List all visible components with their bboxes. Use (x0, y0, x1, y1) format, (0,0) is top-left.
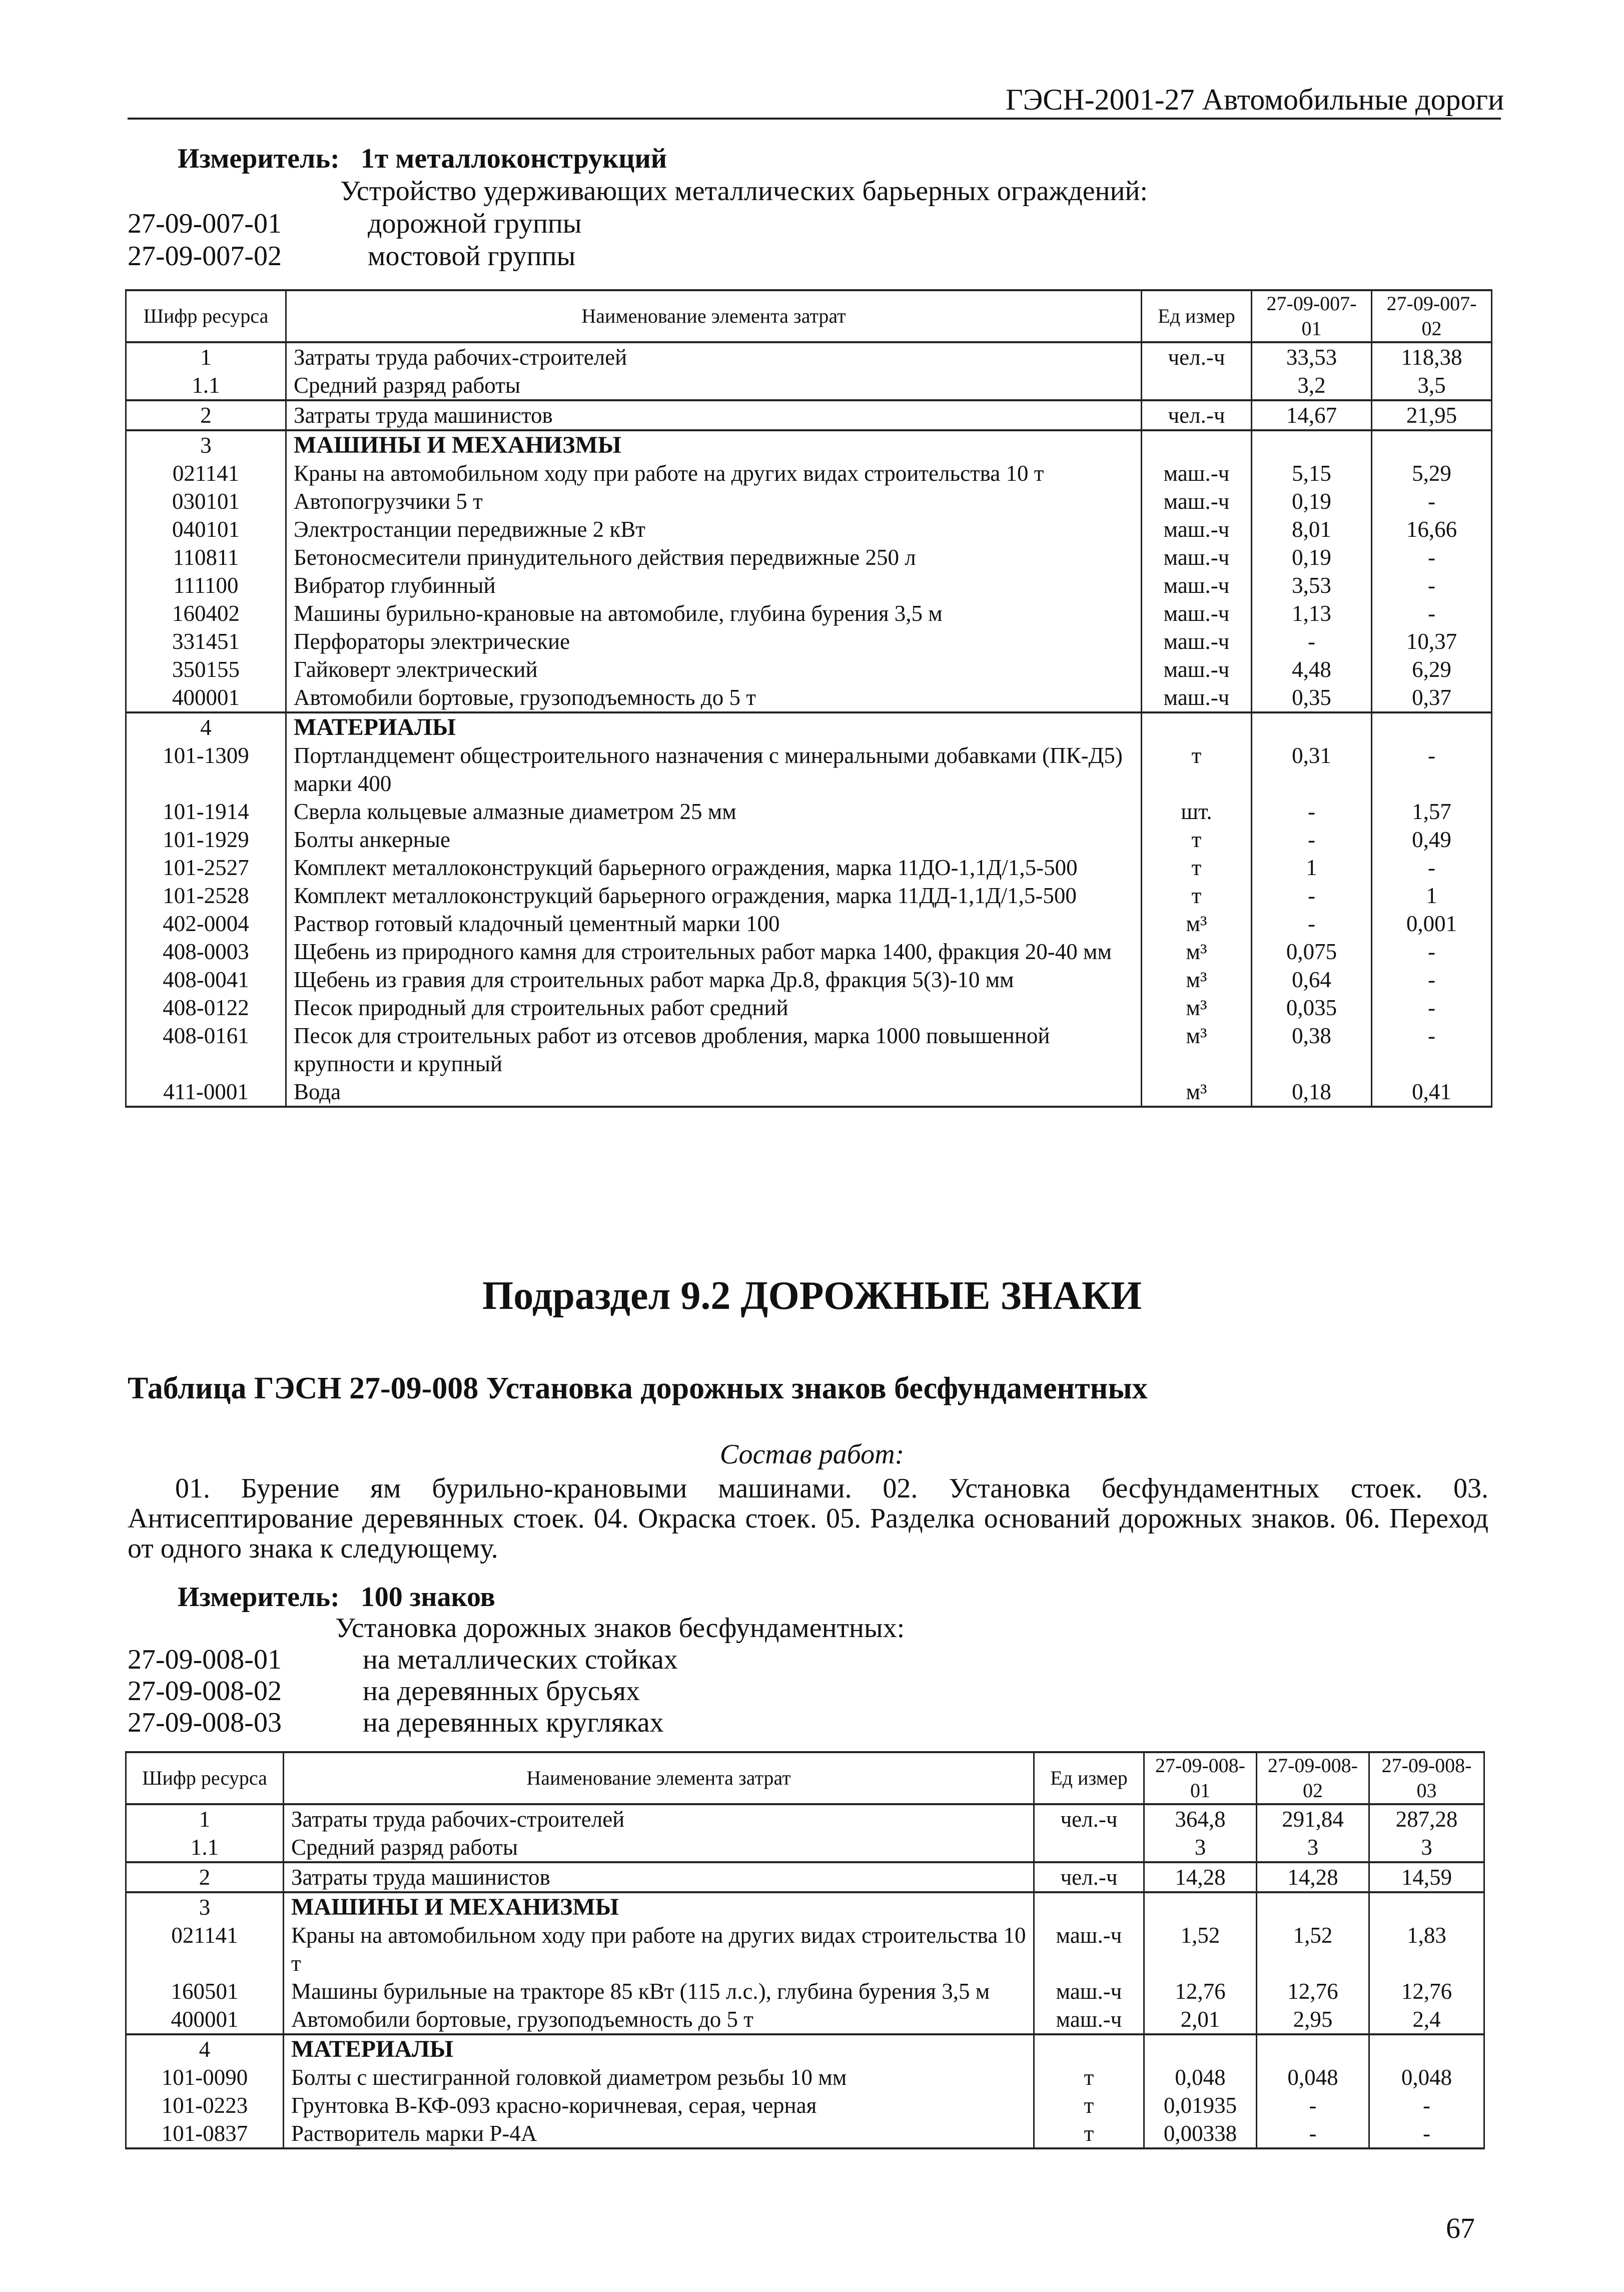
resource-value: 291,84 (1257, 1804, 1369, 1833)
resource-name: Автомобили бортовые, грузоподъемность до 5 т (286, 683, 1142, 712)
resource-name: Вибратор глубинный (286, 571, 1142, 599)
resource-value: - (1372, 487, 1492, 515)
resource-value: 0,01935 (1144, 2091, 1257, 2119)
resource-value: 3 (1257, 1833, 1369, 1862)
resource-value: 0,37 (1372, 683, 1492, 712)
resource-name: Вода (286, 1078, 1142, 1107)
resource-code: 030101 (126, 487, 286, 515)
resource-unit: шт. (1142, 798, 1252, 826)
resource-unit: маш.-ч (1142, 459, 1252, 487)
resource-code: 101-0223 (126, 2091, 284, 2119)
variant-text: на деревянных кругляках (363, 1707, 664, 1738)
measure-1-value: 1т металлоконструкций (360, 143, 667, 174)
table-row (126, 1862, 1484, 1892)
resource-value: 0,035 (1252, 994, 1372, 1022)
table-row (126, 826, 1492, 854)
resource-value: 2,4 (1369, 2005, 1484, 2034)
resource-code: 2 (126, 1862, 284, 1892)
table-row (126, 599, 1492, 627)
resource-name: Средний разряд работы (286, 371, 1142, 400)
resource-name: Растворитель марки Р-4А (284, 2119, 1034, 2148)
table-row (126, 430, 1492, 459)
table-row (126, 459, 1492, 487)
resource-name: Болты анкерные (286, 826, 1142, 854)
page-number: 67 (1446, 2212, 1475, 2244)
resource-unit: маш.-ч (1142, 515, 1252, 543)
table-row (126, 1977, 1484, 2005)
resource-value: 3,2 (1252, 371, 1372, 400)
resource-name: Портландцемент общестроительного назначения с минеральными добавками (ПК-Д5) марки 400 (286, 741, 1142, 798)
table-row (126, 966, 1492, 994)
resource-value: 0,31 (1252, 741, 1372, 798)
resource-unit: м³ (1142, 938, 1252, 966)
resource-unit: м³ (1142, 1022, 1252, 1078)
resource-name: Средний разряд работы (284, 1833, 1034, 1862)
resource-unit (1034, 2034, 1144, 2063)
variant-text: мостовой группы (368, 241, 576, 272)
resource-name: Затраты труда рабочих-строителей (286, 342, 1142, 371)
variant-code: 27-09-008-02 (128, 1676, 282, 1707)
header-variant-code: 27-09-008-02 (1257, 1752, 1369, 1804)
resource-name: Машины бурильные на тракторе 85 кВт (115 л.с.), глубина бурения 3,5 м (284, 1977, 1034, 2005)
resource-unit: маш.-ч (1142, 543, 1252, 571)
table-row (126, 2063, 1484, 2091)
resource-value: - (1372, 966, 1492, 994)
resource-name: Затраты труда рабочих-строителей (284, 1804, 1034, 1833)
table-row (126, 543, 1492, 571)
section-heading: МАШИНЫ И МЕХАНИЗМЫ (286, 430, 1142, 459)
resource-value: - (1372, 854, 1492, 882)
resource-code: 160501 (126, 1977, 284, 2005)
resource-unit: м³ (1142, 994, 1252, 1022)
resource-code: 408-0122 (126, 994, 286, 1022)
resource-value: 1,52 (1144, 1921, 1257, 1977)
resource-unit: т (1142, 741, 1252, 798)
resource-value: 2,95 (1257, 2005, 1369, 2034)
resource-code: 2 (126, 400, 286, 430)
resource-value: 12,76 (1144, 1977, 1257, 2005)
subsection-title: Подраздел 9.2 ДОРОЖНЫЕ ЗНАКИ (482, 1274, 1142, 1318)
resource-value: 3 (1144, 1833, 1257, 1862)
resource-name: Сверла кольцевые алмазные диаметром 25 мм (286, 798, 1142, 826)
resource-name: Грунтовка В-КФ-093 красно-коричневая, серая, черная (284, 2091, 1034, 2119)
header-name: Наименование элемента затрат (284, 1752, 1034, 1804)
table-row (126, 798, 1492, 826)
variant-code: 27-09-007-02 (128, 241, 282, 272)
resource-value: - (1372, 571, 1492, 599)
resource-value: 5,15 (1252, 459, 1372, 487)
table-row (126, 994, 1492, 1022)
resource-unit (1142, 430, 1252, 459)
header-variant-code: 27-09-008-01 (1144, 1752, 1257, 1804)
resource-value (1144, 2034, 1257, 2063)
header-variant-code: 27-09-007-01 (1252, 290, 1372, 342)
variant-code: 27-09-008-03 (128, 1707, 282, 1738)
resource-unit: т (1142, 826, 1252, 854)
resource-code: 3 (126, 430, 286, 459)
resource-value: - (1252, 882, 1372, 910)
resource-code: 110811 (126, 543, 286, 571)
resource-value: 3,5 (1372, 371, 1492, 400)
resource-name: Комплект металлоконструкций барьерного ограждения, марка 11ДО-1,1Д/1,5-500 (286, 854, 1142, 882)
resource-value (1372, 430, 1492, 459)
table-row (126, 1022, 1492, 1078)
resource-unit: чел.-ч (1142, 342, 1252, 371)
header-rule (128, 118, 1501, 120)
resource-value: 16,66 (1372, 515, 1492, 543)
resource-value: 10,37 (1372, 627, 1492, 655)
resource-value: 14,28 (1144, 1862, 1257, 1892)
resource-value: 0,38 (1252, 1022, 1372, 1078)
table-row (126, 515, 1492, 543)
resource-name: Бетоносмесители принудительного действия передвижные 250 л (286, 543, 1142, 571)
resource-value: 0,048 (1257, 2063, 1369, 2091)
resource-unit (1034, 1833, 1144, 1862)
variant-code: 27-09-008-01 (128, 1644, 282, 1675)
resource-value: 14,67 (1252, 400, 1372, 430)
resource-value: 3 (1369, 1833, 1484, 1862)
resource-value: 14,28 (1257, 1862, 1369, 1892)
resource-value (1252, 712, 1372, 741)
resource-unit: чел.-ч (1034, 1862, 1144, 1892)
resource-code: 101-1914 (126, 798, 286, 826)
resource-value: 0,048 (1144, 2063, 1257, 2091)
resource-value: 0,49 (1372, 826, 1492, 854)
resource-unit: т (1142, 882, 1252, 910)
resource-value: - (1252, 627, 1372, 655)
variant-text: на металлических стойках (363, 1644, 678, 1675)
resource-unit: т (1034, 2119, 1144, 2148)
resource-code: 101-0090 (126, 2063, 284, 2091)
header-code: Шифр ресурса (126, 1752, 284, 1804)
resource-value: 1,83 (1369, 1921, 1484, 1977)
resource-value: - (1369, 2119, 1484, 2148)
resource-unit: м³ (1142, 966, 1252, 994)
resource-table-1 (125, 289, 1492, 1108)
resource-value: 118,38 (1372, 342, 1492, 371)
resource-code: 400001 (126, 2005, 284, 2034)
resource-code: 111100 (126, 571, 286, 599)
resource-unit: маш.-ч (1142, 627, 1252, 655)
resource-unit: чел.-ч (1034, 1804, 1144, 1833)
resource-value: - (1372, 543, 1492, 571)
resource-unit (1142, 712, 1252, 741)
resource-value (1372, 712, 1492, 741)
measure-1-label: Измеритель: (178, 143, 340, 174)
resource-value: 0,18 (1252, 1078, 1372, 1107)
resource-code: 1.1 (126, 1833, 284, 1862)
table-row (126, 627, 1492, 655)
resource-value: 2,01 (1144, 2005, 1257, 2034)
resource-name: Электростанции передвижные 2 кВт (286, 515, 1142, 543)
resource-value: - (1252, 826, 1372, 854)
resource-value: 14,59 (1369, 1862, 1484, 1892)
resource-name: Автопогрузчики 5 т (286, 487, 1142, 515)
table-row (126, 938, 1492, 966)
table-row (126, 655, 1492, 683)
table-row (126, 371, 1492, 400)
header-name: Наименование элемента затрат (286, 290, 1142, 342)
resource-name: Песок природный для строительных работ средний (286, 994, 1142, 1022)
table-header-row (126, 1752, 1484, 1804)
resource-value: 5,29 (1372, 459, 1492, 487)
resource-code: 402-0004 (126, 910, 286, 938)
resource-unit: маш.-ч (1142, 571, 1252, 599)
resource-code: 408-0003 (126, 938, 286, 966)
header-variant-code: 27-09-007-02 (1372, 290, 1492, 342)
resource-unit: т (1034, 2091, 1144, 2119)
table-row (126, 2005, 1484, 2034)
resource-value: 364,8 (1144, 1804, 1257, 1833)
resource-value (1257, 1892, 1369, 1921)
resource-value (1257, 2034, 1369, 2063)
table-row (126, 571, 1492, 599)
measure-1 (178, 143, 667, 175)
resource-unit: чел.-ч (1142, 400, 1252, 430)
table-row (126, 882, 1492, 910)
resource-code: 021141 (126, 1921, 284, 1977)
resource-value: 0,075 (1252, 938, 1372, 966)
resource-code: 101-1929 (126, 826, 286, 854)
resource-unit: т (1034, 2063, 1144, 2091)
resource-value: 3,53 (1252, 571, 1372, 599)
resource-unit: маш.-ч (1142, 683, 1252, 712)
resource-value: 1,57 (1372, 798, 1492, 826)
resource-code: 160402 (126, 599, 286, 627)
resource-unit: маш.-ч (1034, 1977, 1144, 2005)
resource-name: Затраты труда машинистов (286, 400, 1142, 430)
resource-code: 350155 (126, 655, 286, 683)
table-row (126, 683, 1492, 712)
resource-unit (1142, 371, 1252, 400)
works-label: Состав работ: (719, 1439, 905, 1470)
resource-table-2 (125, 1751, 1485, 2149)
resource-value: - (1252, 798, 1372, 826)
measure-2-label: Измеритель: (178, 1582, 340, 1613)
resource-name: Краны на автомобильном ходу при работе на других видах строительства 10 т (284, 1921, 1034, 1977)
table-row (126, 854, 1492, 882)
resource-code: 4 (126, 712, 286, 741)
resource-name: Затраты труда машинистов (284, 1862, 1034, 1892)
table-row (126, 2091, 1484, 2119)
resource-name: Болты с шестигранной головкой диаметром резьбы 10 мм (284, 2063, 1034, 2091)
works-text: 01. Бурение ям бурильно-крановыми машинами. 02. Установка бесфундаментных стоек. 03. Антисептирование деревянных стоек. 04. Окраска стоек. 05. Разделка оснований дорожных знаков. 06. Переход от одного знака к следующему. (128, 1473, 1488, 1564)
table-row (126, 1833, 1484, 1862)
table-row (126, 342, 1492, 371)
resource-value: 0,001 (1372, 910, 1492, 938)
resource-value: - (1369, 2091, 1484, 2119)
measure-2 (178, 1581, 495, 1613)
running-header: ГЭСН-2001-27 Автомобильные дороги (1006, 83, 1504, 116)
intro-1: Устройство удерживающих металлических барьерных ограждений: (340, 176, 1148, 207)
resource-unit: маш.-ч (1142, 655, 1252, 683)
table-row (126, 1921, 1484, 1977)
resource-value: - (1372, 1022, 1492, 1078)
resource-value (1369, 2034, 1484, 2063)
resource-code: 3 (126, 1892, 284, 1921)
resource-name: Автомобили бортовые, грузоподъемность до 5 т (284, 2005, 1034, 2034)
resource-code: 408-0041 (126, 966, 286, 994)
variant-text: дорожной группы (368, 208, 582, 239)
resource-name: Песок для строительных работ из отсевов дробления, марка 1000 повышенной крупности и крупный (286, 1022, 1142, 1078)
table-header-row (126, 290, 1492, 342)
resource-value: 4,48 (1252, 655, 1372, 683)
variant-text: на деревянных брусьях (363, 1676, 640, 1707)
measure-2-value: 100 знаков (360, 1582, 495, 1613)
resource-code: 021141 (126, 459, 286, 487)
resource-value: 0,048 (1369, 2063, 1484, 2091)
section-heading: МАШИНЫ И МЕХАНИЗМЫ (284, 1892, 1034, 1921)
intro-2: Установка дорожных знаков бесфундаментных: (335, 1613, 905, 1644)
section-heading: МАТЕРИАЛЫ (286, 712, 1142, 741)
table-row (126, 487, 1492, 515)
resource-unit: маш.-ч (1034, 1921, 1144, 1977)
resource-value: 0,41 (1372, 1078, 1492, 1107)
resource-code: 1 (126, 1804, 284, 1833)
table-row (126, 2119, 1484, 2148)
resource-value: 1 (1372, 882, 1492, 910)
header-unit: Ед измер (1034, 1752, 1144, 1804)
resource-value: - (1372, 994, 1492, 1022)
section-heading: МАТЕРИАЛЫ (284, 2034, 1034, 2063)
resource-value: 8,01 (1252, 515, 1372, 543)
resource-value: 6,29 (1372, 655, 1492, 683)
resource-value: 0,00338 (1144, 2119, 1257, 2148)
header-variant-code: 27-09-008-03 (1369, 1752, 1484, 1804)
resource-name: Раствор готовый кладочный цементный марки 100 (286, 910, 1142, 938)
header-unit: Ед измер (1142, 290, 1252, 342)
resource-name: Щебень из гравия для строительных работ марка Др.8, фракция 5(3)-10 мм (286, 966, 1142, 994)
resource-name: Щебень из природного камня для строительных работ марка 1400, фракция 20-40 мм (286, 938, 1142, 966)
resource-value (1369, 1892, 1484, 1921)
table-row (126, 741, 1492, 798)
resource-unit: м³ (1142, 910, 1252, 938)
resource-code: 101-2527 (126, 854, 286, 882)
resource-value: 0,19 (1252, 543, 1372, 571)
resource-value: 0,19 (1252, 487, 1372, 515)
resource-value: - (1257, 2119, 1369, 2148)
resource-code: 411-0001 (126, 1078, 286, 1107)
resource-value: 12,76 (1369, 1977, 1484, 2005)
resource-code: 1.1 (126, 371, 286, 400)
resource-value: 0,35 (1252, 683, 1372, 712)
header-code: Шифр ресурса (126, 290, 286, 342)
variant-code: 27-09-007-01 (128, 208, 282, 239)
resource-value: 33,53 (1252, 342, 1372, 371)
resource-value: - (1372, 741, 1492, 798)
resource-unit (1034, 1892, 1144, 1921)
resource-name: Перфораторы электрические (286, 627, 1142, 655)
resource-code: 408-0161 (126, 1022, 286, 1078)
resource-unit: маш.-ч (1142, 487, 1252, 515)
resource-code: 400001 (126, 683, 286, 712)
resource-value: 0,64 (1252, 966, 1372, 994)
table-row (126, 1804, 1484, 1833)
resource-code: 040101 (126, 515, 286, 543)
resource-value: 1 (1252, 854, 1372, 882)
resource-value: - (1257, 2091, 1369, 2119)
resource-value: - (1372, 599, 1492, 627)
resource-unit: м³ (1142, 1078, 1252, 1107)
resource-name: Комплект металлоконструкций барьерного ограждения, марка 11ДД-1,1Д/1,5-500 (286, 882, 1142, 910)
resource-code: 1 (126, 342, 286, 371)
resource-code: 4 (126, 2034, 284, 2063)
table-row (126, 1892, 1484, 1921)
resource-value: - (1252, 910, 1372, 938)
table-row (126, 712, 1492, 741)
resource-value: 21,95 (1372, 400, 1492, 430)
resource-value: - (1372, 938, 1492, 966)
resource-unit: маш.-ч (1034, 2005, 1144, 2034)
resource-code: 101-1309 (126, 741, 286, 798)
resource-value: 12,76 (1257, 1977, 1369, 2005)
resource-value: 287,28 (1369, 1804, 1484, 1833)
resource-value: 1,13 (1252, 599, 1372, 627)
table-row (126, 1078, 1492, 1107)
table-title: Таблица ГЭСН 27-09-008 Установка дорожных знаков бесфундаментных (128, 1371, 1148, 1405)
resource-unit: маш.-ч (1142, 599, 1252, 627)
resource-value: 1,52 (1257, 1921, 1369, 1977)
resource-unit: т (1142, 854, 1252, 882)
resource-name: Краны на автомобильном ходу при работе на других видах строительства 10 т (286, 459, 1142, 487)
resource-code: 331451 (126, 627, 286, 655)
resource-name: Машины бурильно-крановые на автомобиле, глубина бурения 3,5 м (286, 599, 1142, 627)
resource-value (1144, 1892, 1257, 1921)
table-row (126, 400, 1492, 430)
resource-code: 101-2528 (126, 882, 286, 910)
resource-code: 101-0837 (126, 2119, 284, 2148)
resource-name: Гайковерт электрический (286, 655, 1142, 683)
table-row (126, 2034, 1484, 2063)
table-row (126, 910, 1492, 938)
resource-value (1252, 430, 1372, 459)
